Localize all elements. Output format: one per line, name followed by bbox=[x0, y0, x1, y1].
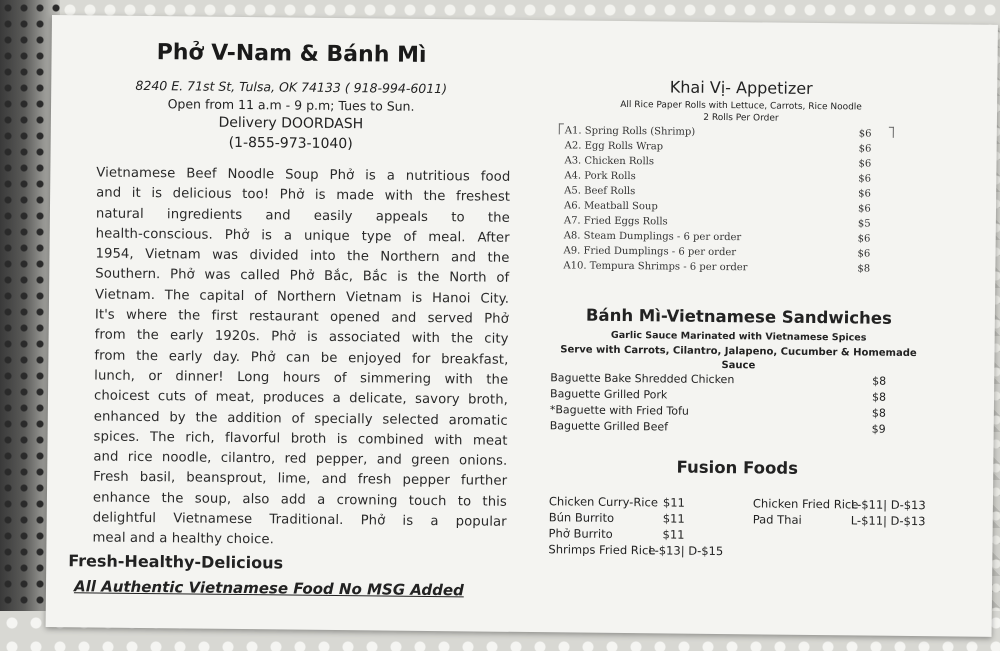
banhmi-note-1: Garlic Sauce Marinated with Vietnamese Spices bbox=[610, 329, 867, 344]
appetizer-item-name: A7. Fried Eggs Rolls bbox=[563, 215, 668, 228]
fusion-item-name: Shrimps Fried Rice bbox=[548, 542, 656, 558]
sandwich-item-name: Baguette Grilled Pork bbox=[549, 387, 668, 402]
sandwich-item-name: Baguette Bake Shredded Chicken bbox=[550, 371, 735, 387]
appetizer-item-price: $6 bbox=[857, 203, 871, 215]
banhmi-note-3: Sauce bbox=[721, 360, 756, 372]
slogan: Fresh-Healthy-Delicious bbox=[68, 551, 284, 573]
description-line: from the early 1920s. Phở is associated with the city bbox=[94, 327, 509, 348]
fusion-item-price: $11 bbox=[662, 511, 685, 526]
fusion-item-name: Chicken Curry-Rice bbox=[548, 494, 659, 510]
appetizer-item-name: A3. Chicken Rolls bbox=[564, 155, 655, 168]
fusion-item-price: L-$11| D-$13 bbox=[850, 497, 926, 513]
banhmi-note-2: Serve with Carrots, Cilantro, Jalapeno, Cucumber & Homemade bbox=[560, 344, 917, 360]
description-line: choicest cuts of meat, produces a delicate, savory broth, bbox=[93, 388, 509, 409]
opening-hours: Open from 11 a.m - 9 p.m; Tues to Sun. bbox=[167, 96, 415, 114]
description-line: and rice noodle, cilantro, red pepper, and green onions. bbox=[93, 449, 508, 469]
description-line: Vietnam. The capital of Northern Vietnam is Hanoi City. bbox=[94, 287, 510, 307]
description-line: health-conscious. Phở is a unique type of meal. After bbox=[95, 226, 510, 246]
appetizer-item-name: A9. Fried Dumplings - 6 per order bbox=[563, 245, 737, 259]
description-line: It's where the first restaurant opened and served Phở bbox=[94, 307, 509, 327]
appetizer-item-price: $6 bbox=[858, 143, 872, 155]
fusion-item-name: Pad Thai bbox=[752, 512, 802, 527]
fusion-item-name: Chicken Fried Rice bbox=[752, 496, 859, 512]
menu-sheet bbox=[46, 15, 998, 637]
fusion-item-price: $11 bbox=[662, 495, 685, 510]
appetizer-item-price: $6 bbox=[857, 233, 871, 245]
description-line: and it is delicious too! Phở is made with the freshest bbox=[96, 185, 511, 206]
appetizer-item-name: A8. Steam Dumplings - 6 per order bbox=[563, 230, 742, 244]
sandwich-item-name: *Baguette with Fried Tofu bbox=[549, 403, 689, 418]
bracket-mark bbox=[559, 123, 564, 134]
fusion-item-name: Bún Burrito bbox=[548, 510, 615, 525]
appetizer-note-2: 2 Rolls Per Order bbox=[703, 112, 779, 124]
description-line: from the early day. Phở can be enjoyed for breakfast, bbox=[94, 348, 509, 368]
appetizer-item-name: A6. Meatball Soup bbox=[563, 200, 658, 213]
description-line: Vietnamese Beef Noodle Soup Phở is a nutritious food bbox=[96, 165, 511, 185]
fusion-title: Fusion Foods bbox=[676, 457, 799, 478]
appetizer-item-price: $6 bbox=[858, 158, 872, 170]
appetizer-item-price: $8 bbox=[857, 263, 871, 275]
appetizer-item-price: $5 bbox=[857, 218, 871, 230]
no-msg-notice: All Authentic Vietnamese Food No MSG Added bbox=[73, 577, 464, 600]
fusion-item-price: $11 bbox=[662, 527, 685, 542]
sandwich-item-price: $8 bbox=[871, 406, 886, 420]
fusion-item-price: L-$11| D-$13 bbox=[850, 513, 926, 529]
bracket-mark bbox=[889, 127, 894, 138]
fusion-item-price: L-$13| D-$15 bbox=[648, 543, 724, 559]
appetizer-item-name: A2. Egg Rolls Wrap bbox=[564, 140, 664, 153]
fusion-item-name: Phở Burrito bbox=[548, 526, 613, 541]
banhmi-title: Bánh Mì-Vietnamese Sandwiches bbox=[585, 305, 892, 328]
description-line: enhance the soup, also add a crowning touch to this bbox=[92, 490, 508, 510]
description-line: natural ingredients and easily appeals to the bbox=[95, 206, 510, 226]
appetizer-item-price: $6 bbox=[857, 248, 871, 260]
sandwich-item-price: $9 bbox=[871, 422, 886, 436]
description-line: enhanced by the addition of specially selected aromatic bbox=[93, 409, 508, 429]
sandwich-item-price: $8 bbox=[872, 374, 887, 388]
description bbox=[92, 163, 510, 553]
description-line: Fresh basil, beansprout, lime, and fresh pepper further bbox=[93, 469, 508, 490]
description-line: delightful Vietnamese Traditional. Phở is a popular bbox=[92, 510, 507, 530]
restaurant-address: 8240 E. 71st St, Tulsa, OK 74133 ( 918-994-6011) bbox=[135, 77, 448, 97]
appetizer-item-price: $6 bbox=[858, 128, 872, 140]
description-line: lunch, or dinner! Long hours of simmering with the bbox=[94, 368, 509, 388]
appetizer-item-price: $6 bbox=[858, 188, 871, 200]
appetizer-item-name: A4. Pork Rolls bbox=[564, 170, 636, 183]
description-line: 1954, Vietnam was divided into the Northern and the bbox=[95, 246, 510, 266]
sandwich-item-name: Baguette Grilled Beef bbox=[549, 419, 669, 434]
appetizer-title: Khai Vị- Appetizer bbox=[669, 77, 813, 98]
description-line: spices. The rich, flavorful broth is combined with meat bbox=[93, 429, 508, 449]
appetizer-item-name: A5. Beef Rolls bbox=[564, 185, 636, 198]
phone-number: (1-855-973-1040) bbox=[228, 134, 353, 153]
sandwich-item-price: $8 bbox=[871, 390, 887, 404]
appetizer-item-price: $6 bbox=[858, 173, 872, 185]
appetizer-item-name: A10. Tempura Shrimps - 6 per order bbox=[563, 260, 748, 274]
appetizer-item-name: A1. Spring Rolls (Shrimp) bbox=[564, 125, 696, 138]
description-line: meal and a healthy choice. bbox=[92, 530, 275, 548]
delivery-info: Delivery DOORDASH bbox=[218, 114, 364, 133]
appetizer-note-1: All Rice Paper Rolls with Lettuce, Carrots, Rice Noodle bbox=[620, 99, 862, 113]
description-line: Southern. Phở was called Phở Bắc, Bắc is the North of bbox=[95, 266, 510, 287]
restaurant-name: Phở V-Nam & Bánh Mì bbox=[156, 40, 427, 68]
